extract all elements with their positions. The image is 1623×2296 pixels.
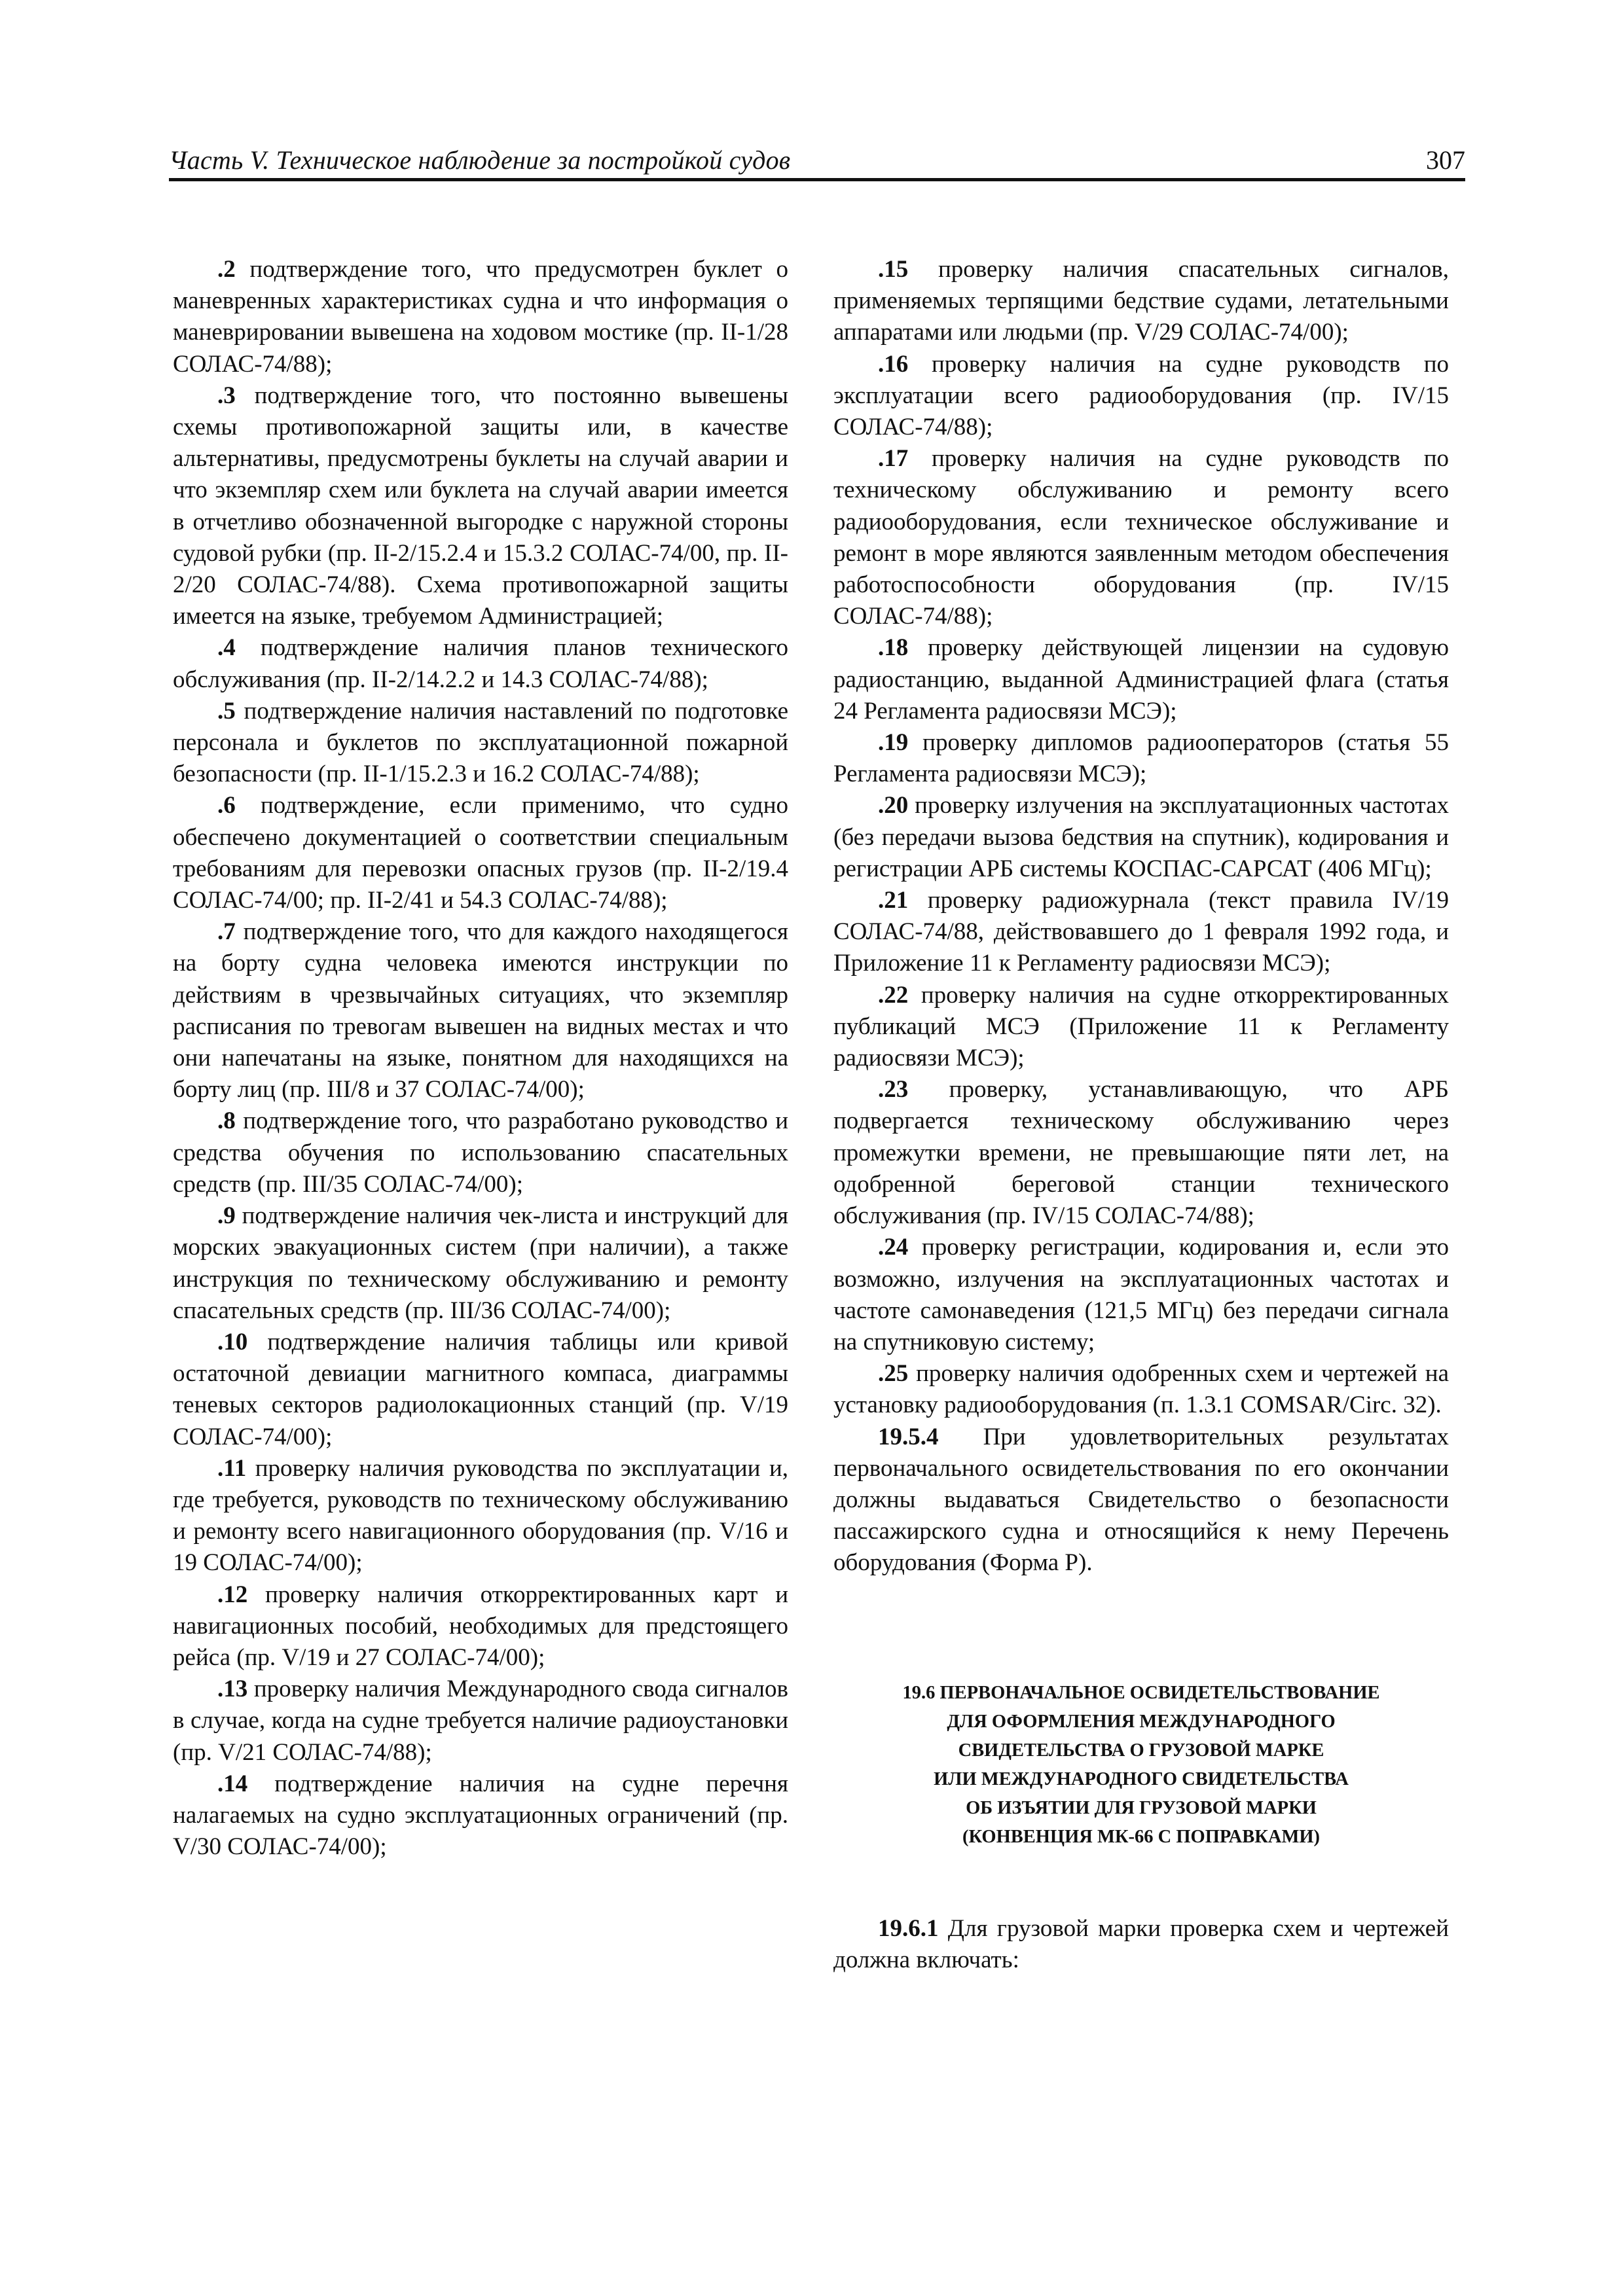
item-text: проверку действующей лицензии на судовую радиостанцию, выданной Администрацией флага (статья 24 Регламента радиосвязи МСЭ);	[833, 634, 1449, 725]
list-item	[833, 632, 1449, 727]
left-column	[173, 254, 788, 1863]
item-text: подтверждение наличия планов технического обслуживания (пр. II-2/14.2.2 и 14.3 СОЛАС-74/88);	[173, 634, 788, 693]
item-text: проверку дипломов радиооператоров (статья 55 Регламента радиосвязи МСЭ);	[833, 729, 1449, 788]
item-text: подтверждение наличия таблицы или кривой остаточной девиации магнитного компаса, диаграммы теневых секторов радиолокационных станций (пр. V/19 СОЛАС-74/00);	[173, 1328, 788, 1450]
item-text: проверку наличия Международного свода сигналов в случае, когда на судне требуется наличие радиоустановки (пр. V/21 СОЛАС-74/88);	[173, 1676, 788, 1766]
list-item	[173, 254, 788, 380]
paragraph-19-6-1	[833, 1913, 1449, 1976]
heading-line: 19.6 ПЕРВОНАЧАЛЬНОЕ ОСВИДЕТЕЛЬСТВОВАНИЕ	[902, 1682, 1380, 1703]
item-number: .6	[217, 792, 236, 819]
list-item	[833, 443, 1449, 632]
list-item	[173, 380, 788, 633]
list-item	[173, 1327, 788, 1453]
list-item	[833, 1358, 1449, 1421]
item-number: .9	[217, 1202, 236, 1230]
item-text: подтверждение того, что разработано руководство и средства обучения по использованию спасательных средств (пр. III/35 СОЛАС-74/00);	[173, 1107, 788, 1198]
paragraph-19-5-4	[833, 1422, 1449, 1579]
list-item	[173, 916, 788, 1105]
item-number: .24	[878, 1234, 909, 1261]
item-text: подтверждение наличия на судне перечня налагаемых на судно эксплуатационных ограничений (пр. V/30 СОЛАС-74/00);	[173, 1770, 788, 1861]
item-text: подтверждение наличия наставлений по подготовке персонала и буклетов по эксплуатационной пожарной безопасности (пр. II-1/15.2.3 и 16.2 СОЛАС-74/88);	[173, 697, 788, 788]
item-number: .8	[217, 1107, 236, 1135]
item-number: .2	[217, 256, 236, 283]
item-text: проверку, устанавливающую, что АРБ подвергается техническому обслуживанию через промежутки времени, не превышающие пяти лет, на одобренной береговой станции технического обслуживания (пр. IV/15 СОЛАС-74/88);	[833, 1076, 1449, 1230]
list-item	[173, 1768, 788, 1863]
item-number: .5	[217, 697, 236, 725]
list-item	[833, 885, 1449, 980]
item-number: 19.6.1	[878, 1914, 939, 1942]
list-item	[833, 790, 1449, 885]
page-header	[169, 145, 1465, 181]
item-text: проверку излучения на эксплуатационных частотах (без передачи вызова бедствия на спутник), кодирования и регистрации АРБ системы КОСПАС-САРСАТ (406 МГц);	[833, 792, 1449, 882]
list-item	[833, 1232, 1449, 1358]
list-item	[833, 727, 1449, 790]
item-number: .10	[217, 1328, 248, 1355]
item-number: .11	[217, 1454, 247, 1482]
list-item	[833, 254, 1449, 349]
heading-line: ДЛЯ ОФОРМЛЕНИЯ МЕЖДУНАРОДНОГО	[947, 1711, 1336, 1732]
list-item	[173, 1105, 788, 1200]
item-text: Для грузовой марки проверка схем и чертежей должна включать:	[833, 1914, 1449, 1973]
right-column	[833, 254, 1449, 1976]
item-text: При удовлетворительных результатах первоначального освидетельствования по его окончании должны выдаваться Свидетельство о безопасности пассажирского судна и относящийся к нему Перечень оборудования (Форма Р).	[833, 1423, 1449, 1577]
item-text: проверку наличия на судне руководств по техническому обслуживанию и ремонту всего радиооборудования, если техническое обслуживание и ремонт в море являются заявленным методом обеспечения работоспособности оборудования (пр. IV/15 СОЛАС-74/88);	[833, 445, 1449, 630]
item-text: проверку регистрации, кодирования и, если это возможно, излучения на эксплуатационных частотах и частоте самонаведения (121,5 МГц) без передачи сигнала на спутниковую систему;	[833, 1234, 1449, 1355]
running-title: Часть V. Техническое наблюдение за постройкой судов	[169, 145, 791, 175]
heading-line: (КОНВЕНЦИЯ МК-66 С ПОПРАВКАМИ)	[962, 1826, 1321, 1847]
item-text: проверку радиожурнала (текст правила IV/19 СОЛАС-74/88, действовавшего до 1 февраля 1992 года, и Приложение 11 к Регламенту радиосвязи МСЭ);	[833, 887, 1449, 977]
list-item	[173, 632, 788, 695]
list-item	[173, 1579, 788, 1674]
item-text: проверку наличия на судне откорректированных публикаций МСЭ (Приложение 11 к Регламенту радиосвязи МСЭ);	[833, 981, 1449, 1072]
item-number: .12	[217, 1581, 248, 1608]
item-number: .20	[878, 792, 909, 819]
item-text: подтверждение, если применимо, что судно обеспечено документацией о соответствии специальным требованиям для перевозки опасных грузов (пр. II-2/19.4 СОЛАС-74/00; пр. II-2/41 и 54.3 СОЛАС-74/88);	[173, 792, 788, 914]
item-number: .13	[217, 1676, 248, 1703]
item-number: .3	[217, 382, 236, 409]
item-number: .23	[878, 1076, 909, 1103]
item-number: .7	[217, 918, 236, 946]
item-number: .17	[878, 445, 909, 473]
heading-line: ИЛИ МЕЖДУНАРОДНОГО СВИДЕТЕЛЬСТВА	[934, 1768, 1349, 1789]
item-number: .16	[878, 350, 909, 378]
heading-line: СВИДЕТЕЛЬСТВА О ГРУЗОВОЙ МАРКЕ	[958, 1740, 1324, 1761]
item-text: проверку наличия спасательных сигналов, применяемых терпящими бедствие судами, летательными аппаратами или людьми (пр. V/29 СОЛАС-74/00);	[833, 256, 1449, 346]
list-item	[833, 1074, 1449, 1232]
page-number: 307	[1426, 145, 1465, 175]
item-number: .14	[217, 1770, 248, 1797]
list-item	[173, 1674, 788, 1768]
heading-line: ОБ ИЗЪЯТИИ ДЛЯ ГРУЗОВОЙ МАРКИ	[966, 1797, 1317, 1818]
item-number: .19	[878, 729, 909, 757]
item-text: подтверждение того, что предусмотрен буклет о маневренных характеристиках судна и что информация о маневрировании вывешена на ходовом мостике (пр. II-1/28 СОЛАС-74/88);	[173, 256, 788, 378]
list-item	[173, 1453, 788, 1579]
item-number: .18	[878, 634, 909, 662]
item-number: .15	[878, 256, 909, 283]
item-text: проверку наличия на судне руководств по эксплуатации всего радиооборудования (пр. IV/15 СОЛАС-74/88);	[833, 350, 1449, 441]
list-item	[173, 1200, 788, 1327]
list-item	[173, 790, 788, 916]
item-number: .22	[878, 981, 909, 1009]
item-text: проверку наличия одобренных схем и чертежей на установку радиооборудования (п. 1.3.1 COMSAR/Circ. 32).	[833, 1360, 1449, 1419]
item-text: подтверждение наличия чек-листа и инструкций для морских эвакуационных систем (при наличии), а также инструкция по техническому обслуживанию и ремонту спасательных средств (пр. III/36 СОЛАС-74/00);	[173, 1202, 788, 1324]
list-item	[833, 349, 1449, 444]
item-text: проверку наличия руководства по эксплуатации и, где требуется, руководств по техническому обслуживанию и ремонту всего навигационного оборудования (пр. V/16 и 19 СОЛАС-74/00);	[173, 1454, 788, 1577]
item-text: проверку наличия откорректированных карт и навигационных пособий, необходимых для предстоящего рейса (пр. V/19 и 27 СОЛАС-74/00);	[173, 1581, 788, 1671]
list-item	[173, 696, 788, 791]
item-number: .25	[878, 1360, 909, 1388]
item-text: подтверждение того, что для каждого находящегося на борту судна человека имеются инструкции по действиям в чрезвычайных ситуациях, что экземпляр расписания по тревогам вывешен на видных местах и что они напечатаны на языке, понятном для находящихся на борту лиц (пр. III/8 и 37 СОЛАС-74/00);	[173, 918, 788, 1103]
item-number: .4	[217, 634, 236, 662]
item-number: 19.5.4	[878, 1423, 939, 1450]
list-item	[833, 980, 1449, 1075]
item-text: подтверждение того, что постоянно вывешены схемы противопожарной защиты или, в качестве альтернативы, предусмотрены буклеты на случай аварии и что экземпляр схем или буклета на случай аварии имеется в отчетливо обозначенной выгородке с наружной стороны судовой рубки (пр. II-2/15.2.4 и 15.3.2 СОЛАС-74/00, пр. II-2/20 СОЛАС-74/88). Схема противопожарной защиты имеется на языке, требуемом Администрацией;	[173, 382, 788, 630]
section-heading	[833, 1679, 1449, 1852]
item-number: .21	[878, 887, 909, 914]
